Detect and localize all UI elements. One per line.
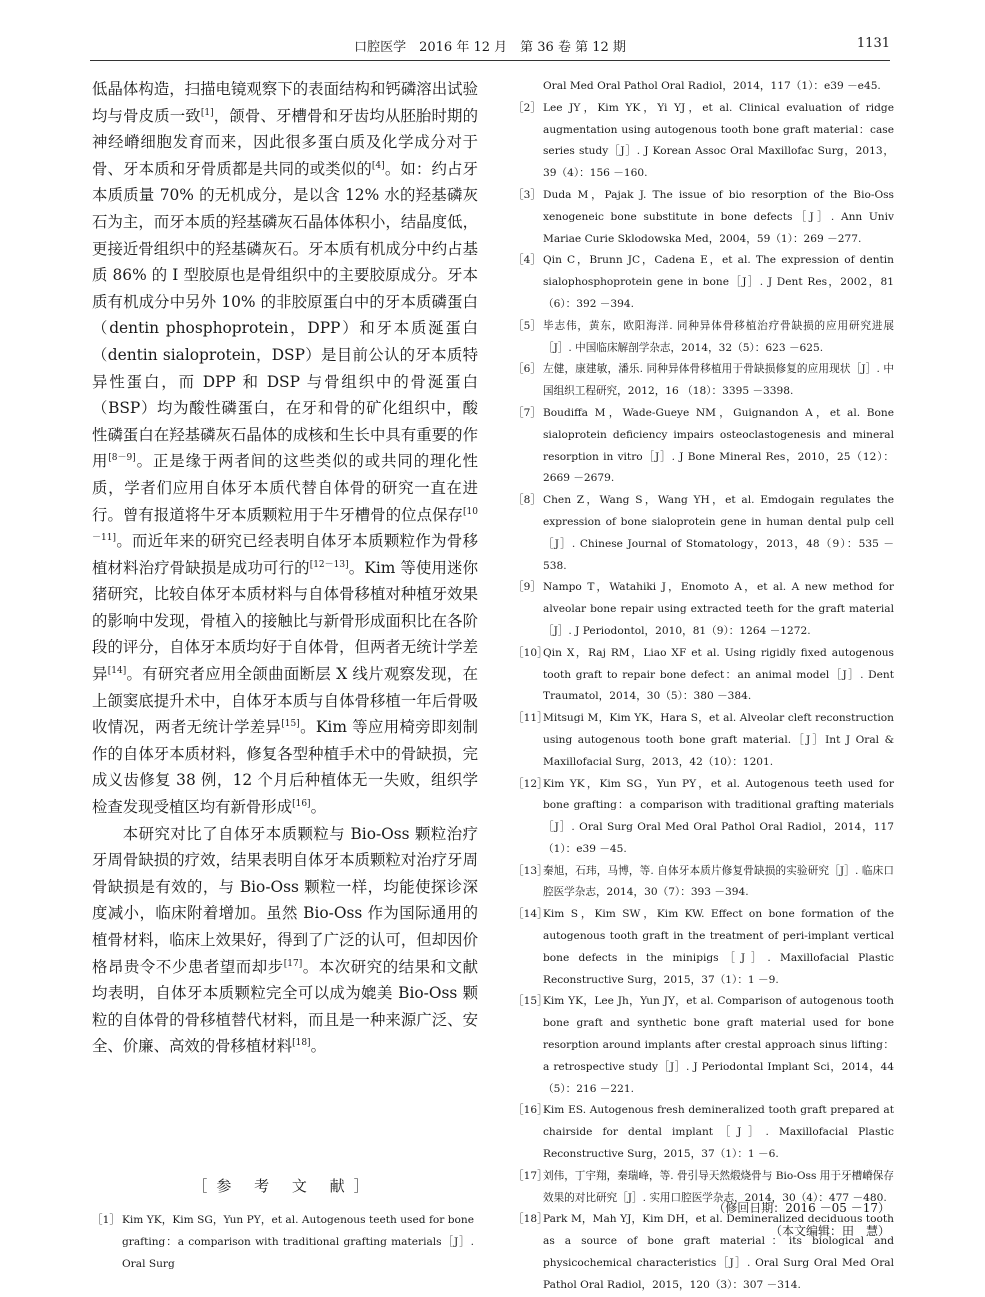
reference-text: Kim YK，Lee Jh，Yun JY，et al. Comparison of autogenous tooth bone graft and synthetic bone graft material used for bone resorption around implants after crestal approach sinus lifting：a retrospective study［J］. J Periodontal Implant Sci，2014，44（5）：216 －221. bbox=[543, 995, 894, 1095]
text-run: 。有研究者应用全颌曲面断层 X 线片观察发现，在上颌窦底提升术中，自体牙本质与自体骨移植一年后骨吸收情况，两者无统计学差异 bbox=[92, 665, 478, 737]
reference-text: Nampo T，Watahiki J，Enomoto A，et al. A new method for alveolar bone repair using extracted teeth for the graft material［J］. J Periodontol，2010，81（9）：1264 －1272. bbox=[543, 581, 894, 637]
citation: [17] bbox=[283, 958, 303, 969]
citation: [15] bbox=[281, 719, 300, 730]
reference-item bbox=[513, 316, 894, 360]
text-run: ，颌骨、牙槽骨和牙齿均从胚胎时期的神经嵴细胞发育而来，因此很多蛋白质及化学成分对于骨、牙本质和牙骨质都是共同的或类似的 bbox=[92, 106, 478, 178]
reference-item bbox=[513, 359, 894, 403]
reference-item bbox=[513, 185, 894, 250]
reference-item bbox=[513, 403, 894, 490]
reference-text: Qin X，Raj RM，Liao XF et al. Using rigidly fixed autogenous tooth graft to repair bone defect：an animal model［J］. Dent Traumatol，2014，30（5）：380 －384. bbox=[543, 646, 894, 703]
editor-credit: （本文编辑：田 慧） bbox=[769, 1224, 890, 1238]
reference-number: ［10］ bbox=[513, 646, 548, 659]
text-run: 。正是缘于两者间的这些类似的或共同的理化性质，学者们应用自体牙本质代替自体骨的研究一直在进行。曾有报道将牛牙本质颗粒用于牛牙槽骨的位点保存 bbox=[92, 452, 478, 524]
reference-number: ［14］ bbox=[513, 908, 548, 921]
journal-running-title: 口腔医学 2016 年 12 月 第 36 卷 第 12 期 bbox=[354, 40, 626, 55]
reference-text: 左健，康建敏，潘乐. 同种异体骨移植用于骨缺损修复的应用现状［J］. 中国组织工程研究，2012，16 （18）：3395 －3398. bbox=[543, 363, 894, 398]
reference-number: ［5］ bbox=[513, 319, 541, 332]
reference-number: ［17］ bbox=[513, 1169, 548, 1182]
reference-text: Kim YK，Kim SG，Yun PY，et al. Autogenous teeth used for bone grafting：a comparison with traditional grafting materials［J］. Oral Surg bbox=[122, 1214, 474, 1270]
text-run: 。Kim 等使用迷你猪研究，比较自体牙本质材料与自体骨移植对种植牙效果的影响中发现，骨植入的接触比与新骨形成面积比在各阶段的评分，自体牙本质均好于自体骨，但两者无统计学差异 bbox=[92, 558, 478, 684]
reference-text: Chen Z，Wang S，Wang YH，et al. Emdogain regulates the expression of bone sialoprotein gene in human dental pulp cell［J］. Chinese Journal of Stomatology，2013，48（9）：535 －538. bbox=[543, 494, 894, 572]
reference-number: ［1］ bbox=[92, 1214, 120, 1226]
page-number: 1131 bbox=[856, 36, 890, 51]
body-paragraph-2 bbox=[92, 821, 478, 1060]
reference-text: 毕志伟，黄东，欧阳海洋. 同种异体骨移植治疗骨缺损的应用研究进展［J］. 中国临床解剖学杂志，2014，32（5）：623 －625. bbox=[543, 319, 894, 354]
reference-item bbox=[513, 98, 894, 185]
reference-text: Park M，Mah YJ，Kim DH，et al. Demineralized deciduous tooth as a source of bone graft material：its biological and physicochemical characteristics［J］. Oral Surg Oral Med Oral Pathol Oral Radiol，2015，120（3）：307 －314. bbox=[543, 1213, 894, 1291]
reference-item bbox=[513, 577, 894, 642]
citation: [12－13] bbox=[309, 559, 349, 570]
references-heading: ［参 考 文 献］ bbox=[192, 1177, 378, 1195]
reference-item bbox=[513, 991, 894, 1100]
text-run: 低晶体构造，扫描电镜观察下的表面结构和钙磷溶出试验均与骨皮质一致 bbox=[92, 80, 478, 125]
text-run: 。本次研究的结果和文献均表明，自体牙本质颗粒完全可以成为媲美 Bio-Oss 颗粒的自体骨的骨移植替代材料，而且是一种来源广泛、安全、价廉、高效的骨移植材料 bbox=[92, 957, 478, 1056]
reference-list-left bbox=[92, 1210, 474, 1275]
reference-item bbox=[513, 1100, 894, 1165]
reference-text: 刘伟，丁宇翔，秦瑞峰，等. 骨引导天然煅烧骨与 Bio-Oss 用于牙槽嵴保存效果的对比研究［J］. 实用口腔医学杂志，2014，30（4）：477 －480. bbox=[543, 1169, 894, 1204]
citation: [14] bbox=[107, 665, 127, 676]
text-run: 。而近年来的研究已经表明自体牙本质颗粒作为骨移植材料治疗骨缺损是成功可行的 bbox=[92, 532, 478, 577]
text-run: 。 bbox=[310, 1037, 326, 1056]
reference-text: Lee JY，Kim YK，Yi YJ，et al. Clinical evaluation of ridge augmentation using autogenous tooth bone graft material：case series study［J］. J Korean Assoc Oral Maxillofac Surg，2013，39（4）：156 －160. bbox=[543, 101, 894, 180]
reference-number: ［15］ bbox=[513, 995, 548, 1008]
reference-item bbox=[513, 904, 894, 991]
reference-number: ［13］ bbox=[513, 864, 548, 877]
reference-text: Kim ES. Autogenous fresh demineralized tooth graft prepared at chairside for dental implant［J］. Maxillofacial Plastic Reconstructive Surg，2015，37（1）：1 －6. bbox=[543, 1104, 894, 1161]
text-run: 。Kim 等应用椅旁即刻制作的自体牙本质材料，修复各型种植手术中的骨缺损，完成义齿修复 38 例，12 个月后种植体无一失败，组织学检查发现受植区均有新骨形成 bbox=[92, 718, 478, 817]
text-run: 本研究对比了自体牙本质颗粒与 Bio-Oss 颗粒治疗牙周骨缺损的疗效，结果表明自体牙本质颗粒对治疗牙周骨缺损是有效的，与 Bio-Oss 颗粒一样，均能使探诊深度减小，临床附着增加。虽然 Bio-Oss 作为国际通用的植骨材料，临床上效果好，得到了广泛的认可，但却因价格昂贵令不少患者望而却步 bbox=[92, 824, 478, 976]
reference-item bbox=[513, 708, 894, 773]
reference-number: ［11］ bbox=[513, 712, 548, 725]
reference-1-continuation: Oral Med Oral Pathol Oral Radiol，2014，117（1）：e39 －e45. bbox=[543, 80, 881, 92]
body-paragraph-1 bbox=[92, 76, 478, 821]
reference-item bbox=[92, 1210, 474, 1275]
reference-item bbox=[513, 643, 894, 708]
reference-number: ［3］ bbox=[513, 188, 541, 201]
reference-item bbox=[513, 250, 894, 315]
reference-text: Mitsugi M，Kim YK，Hara S，et al. Alveolar cleft reconstruction using autogenous tooth bone graft material.［J］Int J Oral & Maxillofacial Surg，2013，42（10）：1201. bbox=[543, 712, 894, 768]
body-text-column bbox=[92, 76, 478, 1060]
revised-date: （修回日期：2016 －05 －17） bbox=[713, 1201, 890, 1215]
reference-text: Qin C，Brunn JC，Cadena E，et al. The expression of dentin sialophosphoprotein gene in bone［J］. J Dent Res，2002，81（6）：392 －394. bbox=[543, 254, 894, 310]
reference-text: 秦旭，石玮，马博，等. 自体牙本质片修复骨缺损的实验研究［J］. 临床口腔医学杂志，2014，30（7）：393 －394. bbox=[543, 864, 894, 899]
citation: [4] bbox=[371, 160, 385, 171]
reference-number: ［18］ bbox=[513, 1213, 548, 1226]
reference-text: Boudiffa M，Wade-Gueye NM，Guignandon A，et al. Bone sialoprotein deficiency impairs osteoclastogenesis and mineral resorption in vitro［J］. J Bone Mineral Res，2010，25（12）：2669 －2679. bbox=[543, 406, 894, 485]
reference-number: ［6］ bbox=[513, 363, 541, 376]
running-header bbox=[90, 34, 890, 61]
reference-number: ［12］ bbox=[513, 777, 548, 790]
reference-text: Kim S，Kim SW，Kim KW. Effect on bone formation of the autogenous tooth graft in the treatment of peri-implant vertical bone defects in the minipigs［J］. Maxillofacial Plastic Reconstructive Surg，2015，37（1）：1 －9. bbox=[543, 908, 894, 986]
reference-item bbox=[513, 490, 894, 577]
reference-item bbox=[513, 861, 894, 905]
reference-number: ［16］ bbox=[513, 1104, 548, 1117]
text-run: 。如：约占牙本质质量 70% 的无机成分，是以含 12% 水的羟基磷灰石为主，而牙本质的羟基磷灰石晶体体积小，结晶度低，更接近骨组织中的羟基磷灰石。牙本质有机成分中约占基质 86% 的 Ⅰ 型胶原也是骨组织中的主要胶原成分。牙本质有机成分中另外 10% 的非胶原蛋白中的牙本质磷蛋白（dentin phosphoprotein，DPP）和牙本质涎蛋白（dentin sialoprotein，DSP）是目前公认的牙本质特异性蛋白，而 DPP 和 DSP 与骨组织中的骨涎蛋白（BSP）均为酸性磷蛋白，在牙和骨的矿化组织中，酸性磷蛋白在羟基磷灰石晶体的成核和生长中具有重要的作用 bbox=[92, 159, 478, 471]
citation: [16] bbox=[292, 798, 311, 809]
citation: [10－11] bbox=[92, 506, 478, 543]
reference-text: Duda M，Pajak J. The issue of bio resorption of the Bio-Oss xenogeneic bone substitute in bone defects［J］. Ann Univ Mariae Curie Sklodowska Med，2004，59（1）：269 －277. bbox=[543, 188, 894, 245]
citation: [8－9] bbox=[108, 453, 136, 464]
reference-text: Kim YK，Kim SG，Yun PY，et al. Autogenous teeth used for bone grafting：a comparison with traditional grafting materials［J］. Oral Surg Oral Med Oral Pathol Oral Radiol，2014，117（1）：e39 －45. bbox=[543, 777, 894, 855]
reference-number: ［4］ bbox=[513, 254, 541, 267]
reference-number: ［7］ bbox=[513, 406, 541, 419]
citation: [1] bbox=[200, 107, 214, 118]
citation: [18] bbox=[292, 1038, 311, 1049]
reference-number: ［8］ bbox=[513, 494, 541, 507]
reference-item bbox=[513, 774, 894, 861]
reference-list-right bbox=[513, 76, 894, 1297]
text-run: 。 bbox=[310, 798, 326, 817]
reference-number: ［2］ bbox=[513, 101, 541, 114]
reference-number: ［9］ bbox=[513, 581, 541, 594]
